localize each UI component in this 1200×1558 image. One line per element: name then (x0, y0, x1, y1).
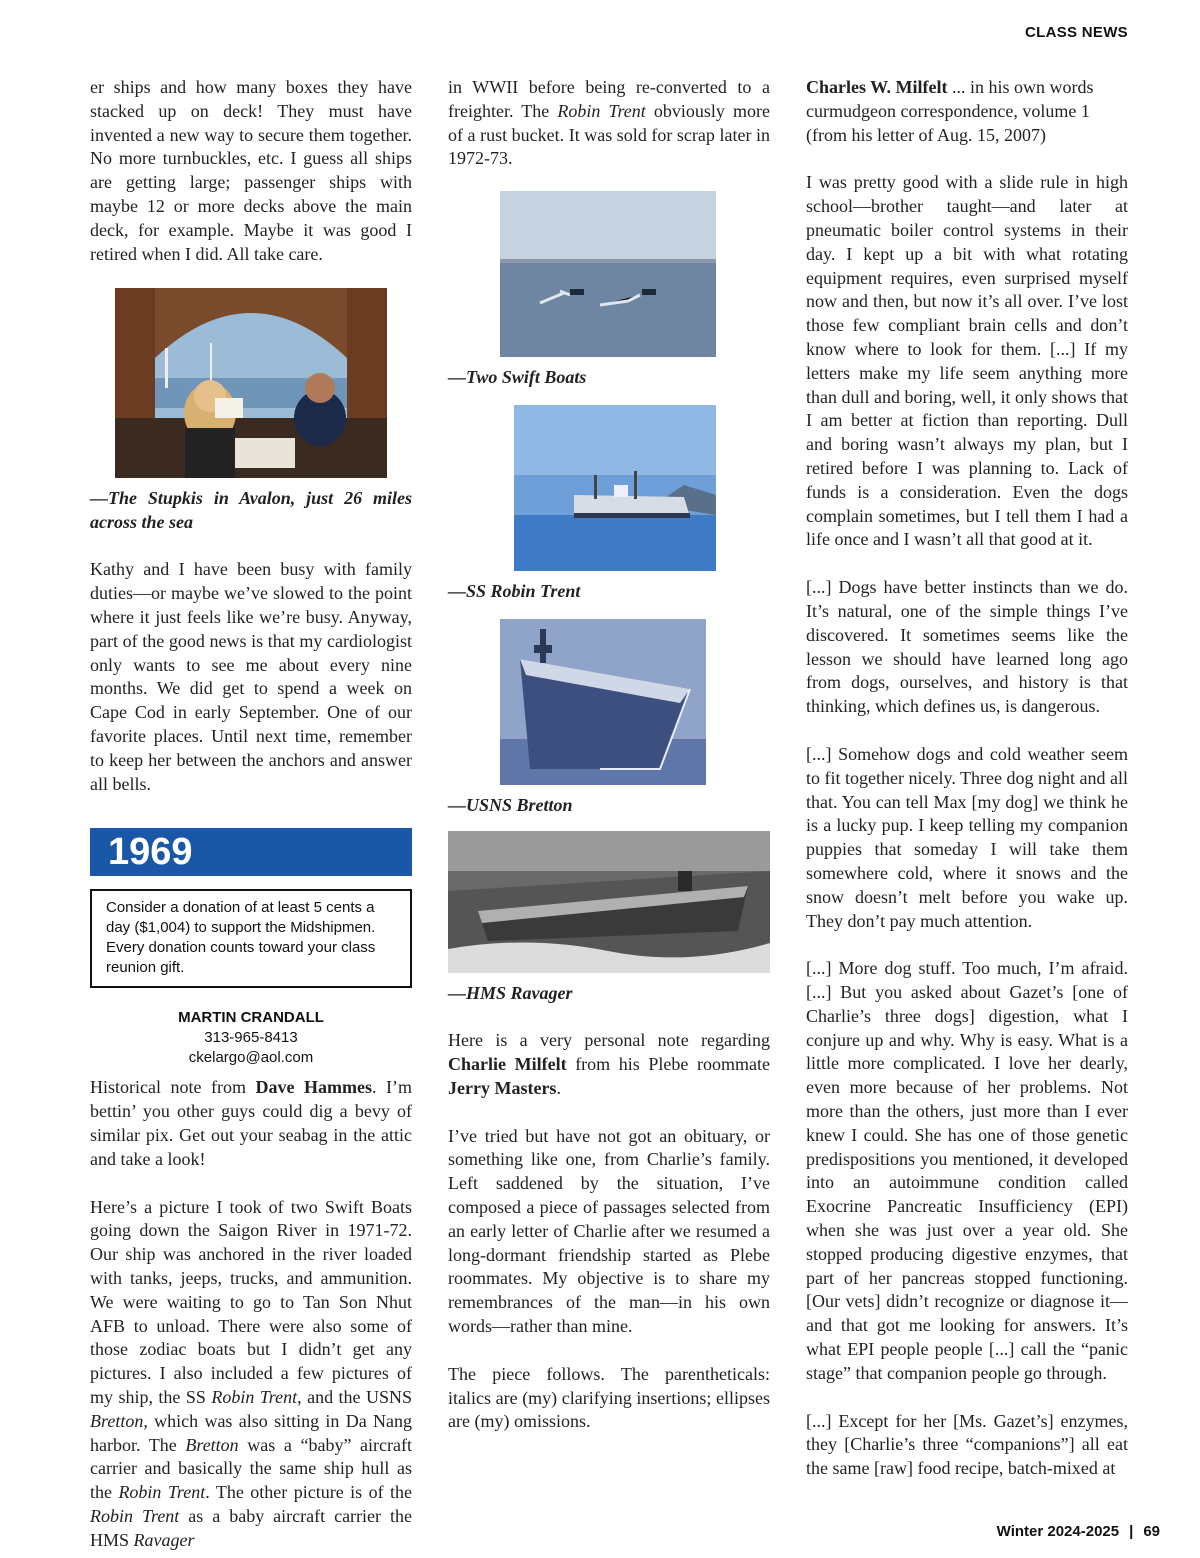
paragraph: Kathy and I have been busy with family duties—or maybe we’ve slowed to the point where it just feels like we’re busy. Anyway, part of the good news is that my cardiologist only wants to see me about every nine months. We did get to spend a week on Cape Cod in early September. One of our favorite places. Until next time, remember to keep her between the anchors and answer all bells. (90, 559, 412, 794)
photo-caption: —HMS Ravager (448, 983, 573, 1004)
photo-caption: —USNS Bretton (448, 795, 573, 816)
paragraph: The piece follows. The parentheticals: italics are (my) clarifying insertions; ellipses are (my) omissions. (448, 1363, 770, 1432)
contact-name: MARTIN CRANDALL (178, 1009, 324, 1027)
contact-email: ckelargo@aol.com (188, 1049, 314, 1067)
photo-ss-robin-trent (514, 405, 716, 571)
page-number: 69 (1143, 1523, 1160, 1540)
paragraph: er ships and how many boxes they have stacked up on deck! They must have invented a new way to secure them together. No more turnbuckles, etc. I guess all ships are getting large; passenger ships with maybe 12 or more decks above the main deck, for example. Maybe it was good I retired when I did. All take care. (90, 77, 412, 264)
photo-hms-ravager (448, 831, 770, 973)
class-contact (90, 1008, 412, 1068)
issue-label: Winter 2024-2025 (996, 1523, 1120, 1540)
paragraph: [...] Somehow dogs and cold weather seem to fit together nicely. Three dog night and all that. You can tell Max [my dog] we think he is a lucky pup. I keep telling my companion puppies that someday I will take them somewhere cold, where it snows and the snow doesn’t melt before you wake up. They don’t pay much attention. (806, 743, 1128, 931)
class-year-banner (90, 828, 412, 876)
photo-swift-boats (500, 191, 716, 357)
paragraph: I’ve tried but have not got an obituary, or something like one, from Charlie’s family. Left saddened by the situation, I’ve composed a piece of passages selected from an early letter of Charlie after we resumed a long-dormant friendship started as Plebe roommates. My objective is to share my remembrances of the man—in his own words—rather than mine. (448, 1125, 770, 1336)
column-left (90, 76, 412, 1552)
paragraph: Charles W. Milfelt ... in his own words curmudgeon correspondence, volume 1 (from his letter of Aug. 15, 2007) (806, 77, 1094, 145)
column-middle (448, 76, 770, 1434)
photo-stupkis (115, 288, 387, 478)
photo-usns-bretton (500, 619, 706, 785)
donation-notice: Consider a donation of at least 5 cents a day ($1,004) to support the Midshipmen. Every donation counts toward your class reunion gift. (90, 889, 412, 988)
footer-separator: | (1129, 1523, 1134, 1540)
paragraph: [...] Except for her [Ms. Gazet’s] enzymes, they [Charlie’s three “companions”] all eat the same [raw] food recipe, batch-mixed at (806, 1410, 1128, 1479)
paragraph: Historical note from Dave Hammes. I’m bettin’ you other guys could dig a bevy of similar pix. Get out your seabag in the attic and take a look! (90, 1077, 412, 1169)
photo-caption: —SS Robin Trent (448, 581, 581, 602)
photo-caption: —The Stupkis in Avalon, just 26 miles across the sea (90, 488, 412, 533)
column-right (806, 76, 1128, 1481)
contact-phone: 313-965-8413 (204, 1029, 298, 1047)
paragraph: in WWII before being re-converted to a freighter. The Robin Trent obviously more of a rust bucket. It was sold for scrap later in 1972-73. (448, 77, 770, 169)
page-footer (997, 1523, 1160, 1540)
paragraph: [...] Dogs have better instincts than we do. It’s natural, one of the simple things I’ve discovered. It sometimes seems like the lesson we should have learned long ago from dogs, ourselves, and history is that thinking, which defines us, is dangerous. (806, 577, 1128, 717)
paragraph: I was pretty good with a slide rule in high school—brother taught—and later at pneumatic boiler control systems in their day. I kept up a bit with what rotating equipment requires, even surprised myself now and then, but now it’s all over. I’ve lost those few compliant brain cells and don’t know where to look for them. [...] If my letters make my life seem anything more than dull and boring, well, it only shows that I am better at fiction than reporting. Dull and boring wasn’t always my plan, but I retired before I was planning to. Lack of funds is a consideration. Even the dogs complain sometimes, but I tell them I had a life once and I wasn’t all that good at it. (806, 172, 1128, 550)
class-year: 1969 (108, 830, 193, 873)
paragraph: Here’s a picture I took of two Swift Boats going down the Saigon River in 1971-72. Our ship was anchored in the river loaded with tanks, jeeps, trucks, and ammunition. We were waiting to go to Tan Son Nhut AFB to unload. There were also some of those zodiac boats but I didn’t get any pictures. I also included a few pictures of my ship, the SS Robin Trent, and the USNS Bretton, which was also sitting in Da Nang harbor. The Bretton was a “baby” aircraft carrier and basically the same ship hull as the Robin Trent. The other picture is of the Robin Trent as a baby aircraft carrier the HMS Ravager (90, 1196, 413, 1550)
paragraph: Here is a very personal note regarding Charlie Milfelt from his Plebe roommate Jerry Masters. (448, 1030, 770, 1098)
section-label: CLASS NEWS (1024, 24, 1128, 41)
paragraph: [...] More dog stuff. Too much, I’m afraid. [...] But you asked about Gazet’s [one of Charlie’s three dogs] digestion, what I conjure up and why. Why is easy. What is a little more complicated. I love her dearly, even more because of her problems. Not more than the others, just more than I ever knew I could. She has one of those genetic predispositions you mentioned, it developed into an autoimmune condition called Exocrine Pancreatic Insufficiency (EPI) when she was just over a year old. She stopped producing digestive enzymes, that part of her pancreas stopped functioning. [Our vets] didn’t recognize or diagnose it—and that got me looking for answers. It’s what EPI people people [...] call the “panic stage” that companion people go through. (806, 958, 1128, 1383)
photo-caption: —Two Swift Boats (448, 367, 587, 388)
